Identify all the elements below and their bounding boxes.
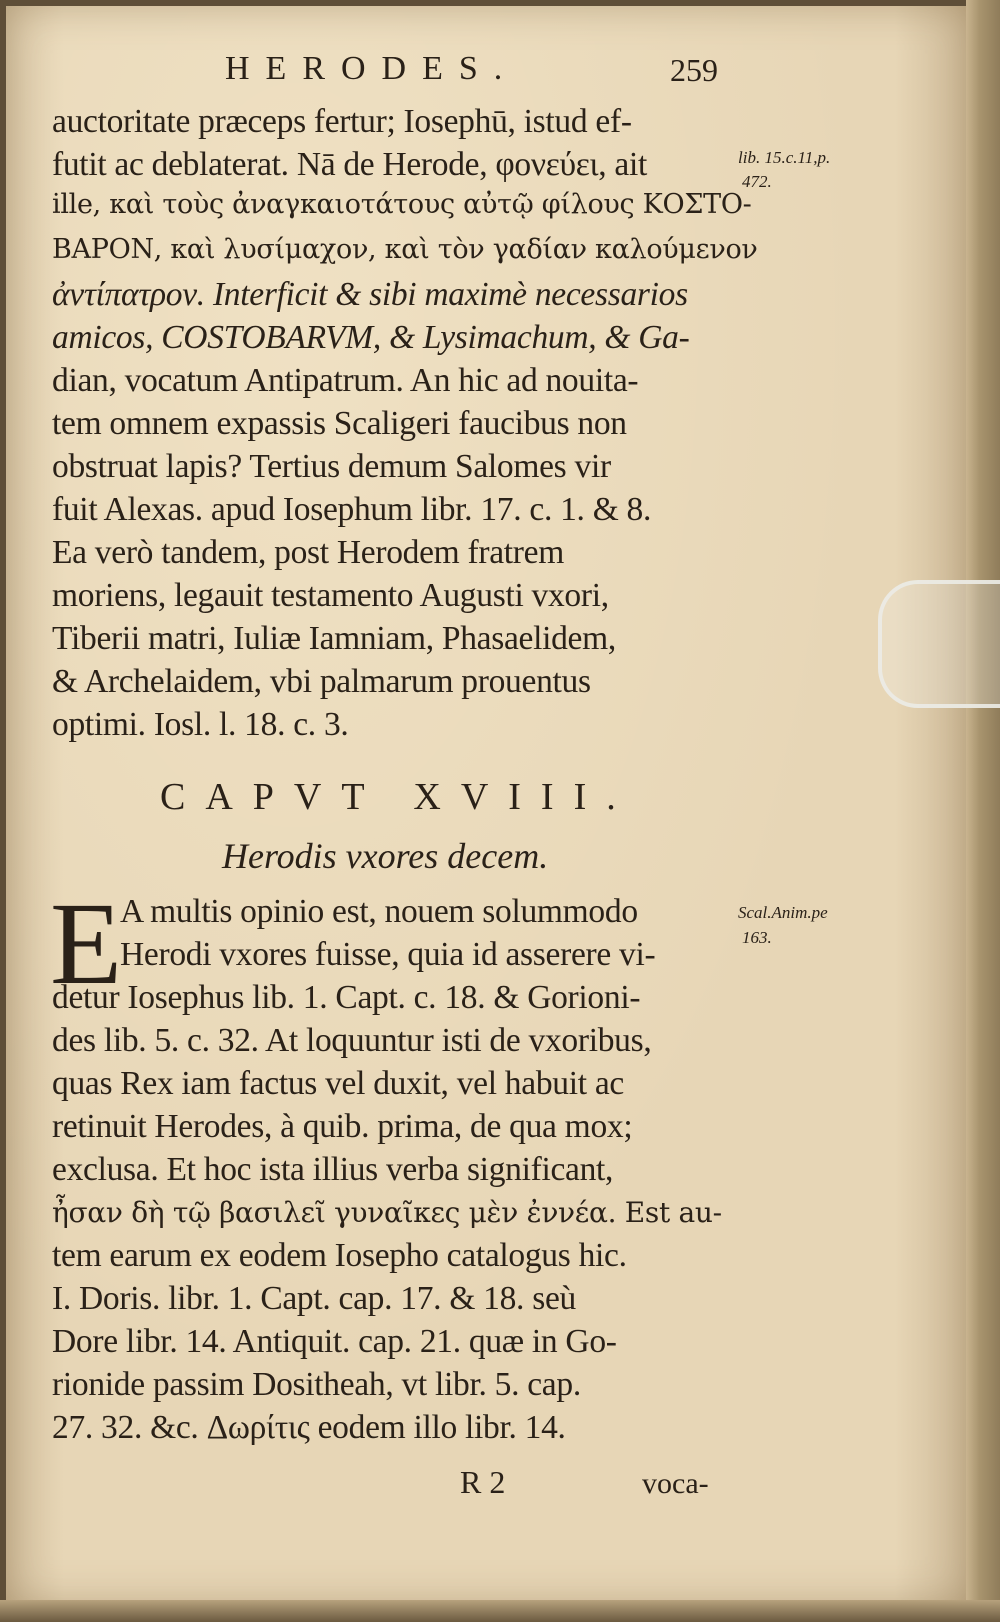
text-line: des lib. 5. c. 32. At loquuntur isti de vxoribus, <box>52 1022 652 1059</box>
chapter-subtitle: Herodis vxores decem. <box>222 836 549 876</box>
drop-cap: E <box>50 878 123 1009</box>
text-line: fuit Alexas. apud Iosephum libr. 17. c. 1. & 8. <box>52 491 652 528</box>
text-line: ille, καὶ τοὺς ἀναγκαιοτάτους αὐτῷ φίλους ΚΟΣΤΟ- <box>52 189 752 220</box>
text-line: futit ac deblaterat. Nā de Herode, φονεύει, ait <box>52 146 647 183</box>
text-line: & Archelaidem, vbi palmarum prouentus <box>52 663 591 700</box>
text-line: auctoritate præceps fertur; Iosephū, istud ef- <box>52 103 632 140</box>
text-line: Ea verò tandem, post Herodem fratrem <box>52 534 564 571</box>
text-line: ἦσαν δὴ τῷ βασιλεῖ γυναῖκες μὲν ἐννέα. Est au- <box>52 1196 722 1229</box>
text-line: exclusa. Et hoc ista illius verba significant, <box>52 1151 614 1188</box>
margin-note: 472. <box>742 172 772 191</box>
running-title: HERODES. <box>225 50 519 87</box>
text-line: Dore libr. 14. Antiquit. cap. 21. quæ in Go- <box>52 1323 617 1360</box>
text-line: Tiberii matri, Iuliæ Iamniam, Phasaelidem, <box>52 620 616 657</box>
text-line: rionide passim Dositheah, vt libr. 5. cap. <box>52 1366 581 1403</box>
page-edge <box>966 0 1000 1622</box>
margin-note: lib. 15.c.11,p. <box>738 148 831 167</box>
signature-mark: R 2 <box>460 1464 506 1500</box>
text-line: Herodi vxores fuisse, quia id asserere vi- <box>120 936 656 973</box>
text-line: amicos, COSTOBARVM, & Lysimachum, & Ga- <box>52 319 690 356</box>
text-line: detur Iosephus lib. 1. Capt. c. 18. & Gorioni- <box>52 979 641 1016</box>
text-line: A multis opinio est, nouem solummodo <box>120 893 638 930</box>
text-line: obstruat lapis? Tertius demum Salomes vir <box>52 448 611 485</box>
text-line: ἀντίπατρον. Interficit & sibi maximè necessarios <box>52 276 688 313</box>
margin-note: 163. <box>742 928 772 947</box>
text-line: retinuit Herodes, à quib. prima, de qua mox; <box>52 1108 633 1145</box>
page-clip <box>878 580 1000 708</box>
page-number: 259 <box>670 52 718 88</box>
text-line: tem earum ex eodem Iosepho catalogus hic. <box>52 1237 627 1274</box>
margin-note: Scal.Anim.pe <box>738 903 828 922</box>
catchword: voca- <box>642 1467 709 1500</box>
text-line: 27. 32. &c. Δωρίτις eodem illo libr. 14. <box>52 1409 566 1446</box>
text-line: optimi. Iosl. l. 18. c. 3. <box>52 706 349 743</box>
text-line: I. Doris. libr. 1. Capt. cap. 17. & 18. seù <box>52 1280 576 1317</box>
text-line: ΒΑΡΟΝ, καὶ λυσίμαχον, καὶ τὸν γαδίαν καλούμενον <box>52 234 758 265</box>
text-line: moriens, legauit testamento Augusti vxori, <box>52 577 609 614</box>
text-line: dian, vocatum Antipatrum. An hic ad nouita- <box>52 362 639 399</box>
text-line: quas Rex iam factus vel duxit, vel habuit ac <box>52 1065 624 1102</box>
text-line: tem omnem expassis Scaligeri faucibus non <box>52 405 627 442</box>
chapter-title: CAPVT XVIII. <box>160 776 636 818</box>
page-bottom-edge <box>0 1600 1000 1622</box>
